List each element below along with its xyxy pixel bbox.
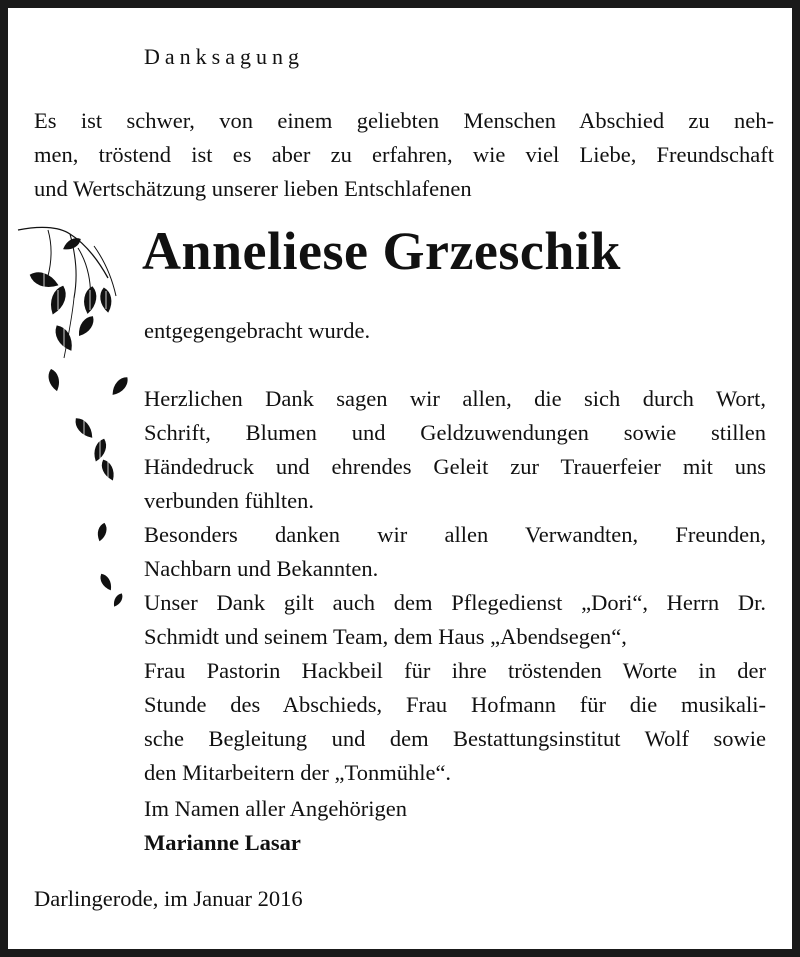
intro-continuation: entgegengebracht wurde. [144,318,371,343]
body-line: sche Begleitung und dem Bestattungsinstitut Wolf sowie [144,726,766,751]
thanks-paragraph [144,382,766,790]
intro-line: und Wertschätzung unserer lieben Entschlafenen [34,176,472,201]
body-line: Frau Pastorin Hackbeil für ihre tröstenden Worte in der [144,658,766,683]
falling-leaves-branch-icon [8,8,148,628]
body-line: Herzlichen Dank sagen wir allen, die sich durch Wort, [144,386,766,411]
body-line: Schrift, Blumen und Geldzuwendungen sowie stillen [144,420,766,445]
place-date: Darlingerode, im Januar 2016 [34,886,303,911]
closing-line: Im Namen aller Angehörigen [144,796,408,821]
intro-paragraph [34,104,774,206]
body-line: Besonders danken wir allen Verwandten, Freunden, [144,522,766,547]
signer-name: Marianne Lasar [144,830,301,855]
notice-heading: Danksagung [144,44,304,69]
body-line: Schmidt und seinem Team, dem Haus „Abendsegen“, [144,624,627,649]
body-line: verbunden fühlten. [144,488,314,513]
deceased-name: Anneliese Grzeschik [142,221,621,281]
body-line: den Mitarbeitern der „Tonmühle“. [144,760,452,785]
closing-block [144,792,407,860]
body-line: Stunde des Abschieds, Frau Hofmann für die musikali- [144,692,766,717]
intro-line: Es ist schwer, von einem geliebten Menschen Abschied zu neh- [34,108,774,133]
body-line: Unser Dank gilt auch dem Pflegedienst „Dori“, Herrn Dr. [144,590,766,615]
intro-line: men, tröstend ist es aber zu erfahren, wie viel Liebe, Freundschaft [34,142,774,167]
obituary-notice [8,8,792,949]
body-line: Nachbarn und Bekannten. [144,556,379,581]
body-line: Händedruck und ehrendes Geleit zur Trauerfeier mit uns [144,454,766,479]
